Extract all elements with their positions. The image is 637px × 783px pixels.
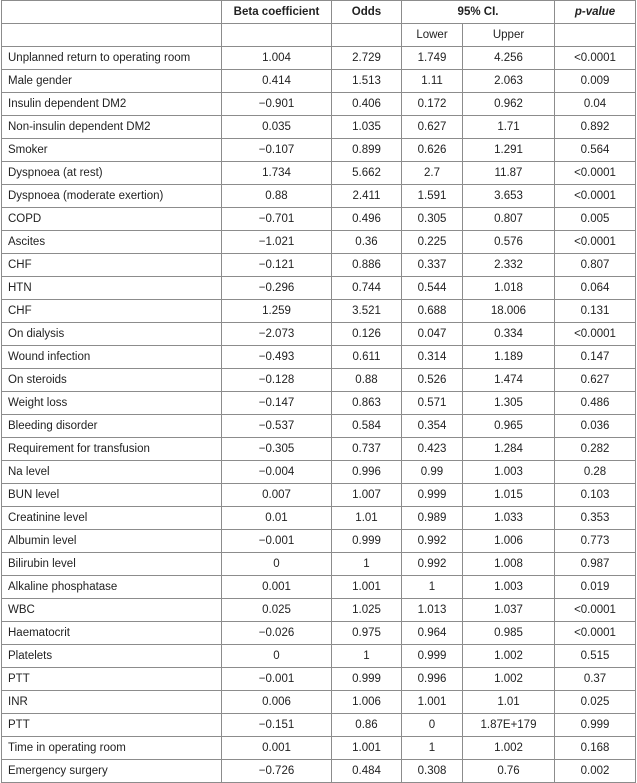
cell-variable: Smoker [2, 139, 222, 162]
cell-ci-upper: 0.985 [463, 622, 555, 645]
cell-ci-upper: 1.002 [463, 737, 555, 760]
cell-pvalue: <0.0001 [555, 599, 636, 622]
subheader-empty [332, 24, 402, 47]
cell-ci-upper: 1.033 [463, 507, 555, 530]
table-row [2, 415, 636, 438]
table-row [2, 599, 636, 622]
cell-pvalue: 0.987 [555, 553, 636, 576]
cell-ci-upper: 2.332 [463, 254, 555, 277]
cell-ci-lower: 0.964 [402, 622, 463, 645]
cell-beta: −0.001 [222, 530, 332, 553]
cell-ci-upper: 0.807 [463, 208, 555, 231]
cell-ci-lower: 2.7 [402, 162, 463, 185]
cell-pvalue: 0.103 [555, 484, 636, 507]
cell-ci-upper: 0.962 [463, 93, 555, 116]
cell-ci-lower: 0.544 [402, 277, 463, 300]
cell-pvalue: 0.036 [555, 415, 636, 438]
cell-ci-lower: 0.571 [402, 392, 463, 415]
cell-ci-upper: 4.256 [463, 47, 555, 70]
cell-beta: −0.151 [222, 714, 332, 737]
table-row [2, 737, 636, 760]
cell-beta: −0.901 [222, 93, 332, 116]
cell-variable: Bleeding disorder [2, 415, 222, 438]
cell-ci-upper: 0.76 [463, 760, 555, 783]
cell-ci-lower: 1 [402, 737, 463, 760]
cell-ci-lower: 0.047 [402, 323, 463, 346]
cell-pvalue: <0.0001 [555, 231, 636, 254]
cell-variable: Unplanned return to operating room [2, 47, 222, 70]
cell-ci-upper: 1.01 [463, 691, 555, 714]
cell-pvalue: <0.0001 [555, 185, 636, 208]
cell-odds: 0.999 [332, 530, 402, 553]
cell-odds: 0.496 [332, 208, 402, 231]
cell-ci-upper: 1.71 [463, 116, 555, 139]
cell-beta: −0.121 [222, 254, 332, 277]
table-row [2, 231, 636, 254]
cell-pvalue: 0.131 [555, 300, 636, 323]
cell-variable: Bilirubin level [2, 553, 222, 576]
table-row [2, 714, 636, 737]
cell-pvalue: 0.28 [555, 461, 636, 484]
cell-beta: 0.006 [222, 691, 332, 714]
cell-pvalue: 0.515 [555, 645, 636, 668]
cell-odds: 1.001 [332, 576, 402, 599]
cell-pvalue: 0.04 [555, 93, 636, 116]
cell-pvalue: 0.009 [555, 70, 636, 93]
cell-odds: 1.01 [332, 507, 402, 530]
cell-variable: Platelets [2, 645, 222, 668]
cell-beta: 1.734 [222, 162, 332, 185]
cell-variable: HTN [2, 277, 222, 300]
subheader-upper: Upper [463, 24, 555, 47]
cell-beta: 0.88 [222, 185, 332, 208]
cell-beta: −0.305 [222, 438, 332, 461]
cell-odds: 3.521 [332, 300, 402, 323]
header-variable [2, 1, 222, 24]
cell-variable: COPD [2, 208, 222, 231]
cell-beta: 0 [222, 553, 332, 576]
cell-odds: 0.86 [332, 714, 402, 737]
cell-ci-upper: 11.87 [463, 162, 555, 185]
cell-ci-upper: 0.334 [463, 323, 555, 346]
cell-ci-lower: 1.591 [402, 185, 463, 208]
cell-ci-upper: 1.305 [463, 392, 555, 415]
cell-odds: 1 [332, 645, 402, 668]
cell-odds: 1.001 [332, 737, 402, 760]
table-row [2, 93, 636, 116]
cell-ci-lower: 0.225 [402, 231, 463, 254]
cell-variable: On dialysis [2, 323, 222, 346]
cell-ci-lower: 0.308 [402, 760, 463, 783]
cell-ci-upper: 1.015 [463, 484, 555, 507]
cell-variable: CHF [2, 300, 222, 323]
table-body [2, 47, 636, 783]
table-row [2, 47, 636, 70]
cell-ci-lower: 0.423 [402, 438, 463, 461]
cell-ci-lower: 0.172 [402, 93, 463, 116]
cell-ci-lower: 0.99 [402, 461, 463, 484]
table-row [2, 576, 636, 599]
cell-pvalue: 0.773 [555, 530, 636, 553]
cell-ci-lower: 0 [402, 714, 463, 737]
cell-ci-upper: 1.002 [463, 645, 555, 668]
cell-beta: 0.414 [222, 70, 332, 93]
cell-ci-upper: 1.291 [463, 139, 555, 162]
cell-odds: 5.662 [332, 162, 402, 185]
cell-beta: −0.001 [222, 668, 332, 691]
cell-beta: −0.128 [222, 369, 332, 392]
cell-variable: Time in operating room [2, 737, 222, 760]
table-row [2, 116, 636, 139]
cell-pvalue: <0.0001 [555, 162, 636, 185]
cell-beta: −0.026 [222, 622, 332, 645]
cell-odds: 0.744 [332, 277, 402, 300]
cell-beta: −0.701 [222, 208, 332, 231]
header-ci: 95% CI. [402, 1, 555, 24]
cell-odds: 2.729 [332, 47, 402, 70]
table-row [2, 645, 636, 668]
cell-variable: Dyspnoea (moderate exertion) [2, 185, 222, 208]
cell-beta: 0.001 [222, 576, 332, 599]
cell-odds: 1.007 [332, 484, 402, 507]
cell-beta: −0.537 [222, 415, 332, 438]
subheader-row [2, 24, 636, 47]
cell-beta: −0.147 [222, 392, 332, 415]
cell-pvalue: 0.37 [555, 668, 636, 691]
table-row [2, 254, 636, 277]
subheader-lower: Lower [402, 24, 463, 47]
cell-ci-lower: 0.999 [402, 484, 463, 507]
cell-beta: −0.296 [222, 277, 332, 300]
cell-pvalue: 0.282 [555, 438, 636, 461]
cell-beta: 1.004 [222, 47, 332, 70]
cell-odds: 0.88 [332, 369, 402, 392]
cell-beta: 1.259 [222, 300, 332, 323]
header-row [2, 1, 636, 24]
cell-ci-lower: 0.989 [402, 507, 463, 530]
cell-beta: −0.493 [222, 346, 332, 369]
cell-ci-lower: 0.999 [402, 645, 463, 668]
cell-ci-lower: 1.001 [402, 691, 463, 714]
subheader-empty [2, 24, 222, 47]
table-row [2, 208, 636, 231]
cell-ci-upper: 1.003 [463, 461, 555, 484]
table-row [2, 438, 636, 461]
cell-ci-lower: 0.688 [402, 300, 463, 323]
cell-pvalue: 0.627 [555, 369, 636, 392]
cell-variable: Albumin level [2, 530, 222, 553]
cell-pvalue: <0.0001 [555, 323, 636, 346]
cell-beta: 0.01 [222, 507, 332, 530]
cell-ci-lower: 0.992 [402, 553, 463, 576]
cell-variable: Na level [2, 461, 222, 484]
cell-ci-lower: 0.305 [402, 208, 463, 231]
table-row [2, 300, 636, 323]
cell-odds: 0.996 [332, 461, 402, 484]
cell-ci-upper: 1.284 [463, 438, 555, 461]
cell-pvalue: 0.005 [555, 208, 636, 231]
cell-beta: 0.007 [222, 484, 332, 507]
cell-odds: 0.999 [332, 668, 402, 691]
cell-odds: 0.36 [332, 231, 402, 254]
table-row [2, 139, 636, 162]
cell-variable: Non-insulin dependent DM2 [2, 116, 222, 139]
cell-pvalue: <0.0001 [555, 47, 636, 70]
cell-pvalue: 0.147 [555, 346, 636, 369]
cell-odds: 1.006 [332, 691, 402, 714]
table-row [2, 346, 636, 369]
cell-pvalue: <0.0001 [555, 622, 636, 645]
cell-pvalue: 0.486 [555, 392, 636, 415]
table-row [2, 530, 636, 553]
cell-ci-lower: 0.626 [402, 139, 463, 162]
table-row [2, 392, 636, 415]
cell-ci-upper: 2.063 [463, 70, 555, 93]
cell-pvalue: 0.168 [555, 737, 636, 760]
cell-ci-upper: 1.037 [463, 599, 555, 622]
cell-pvalue: 0.807 [555, 254, 636, 277]
table-row [2, 70, 636, 93]
cell-variable: Wound infection [2, 346, 222, 369]
cell-ci-upper: 1.018 [463, 277, 555, 300]
header-beta: Beta coefficient [222, 1, 332, 24]
cell-variable: Insulin dependent DM2 [2, 93, 222, 116]
cell-ci-lower: 0.314 [402, 346, 463, 369]
table-row [2, 484, 636, 507]
cell-beta: 0.035 [222, 116, 332, 139]
cell-ci-lower: 0.992 [402, 530, 463, 553]
cell-ci-upper: 3.653 [463, 185, 555, 208]
cell-beta: −0.004 [222, 461, 332, 484]
cell-ci-upper: 1.87E+179 [463, 714, 555, 737]
cell-ci-upper: 1.002 [463, 668, 555, 691]
cell-ci-lower: 1.013 [402, 599, 463, 622]
cell-ci-upper: 1.003 [463, 576, 555, 599]
cell-odds: 2.411 [332, 185, 402, 208]
cell-ci-lower: 0.337 [402, 254, 463, 277]
cell-pvalue: 0.564 [555, 139, 636, 162]
cell-variable: PTT [2, 668, 222, 691]
cell-pvalue: 0.999 [555, 714, 636, 737]
regression-table [1, 0, 636, 783]
cell-variable: PTT [2, 714, 222, 737]
cell-ci-upper: 1.008 [463, 553, 555, 576]
cell-odds: 0.886 [332, 254, 402, 277]
cell-beta: 0.025 [222, 599, 332, 622]
cell-beta: −0.726 [222, 760, 332, 783]
table-row [2, 185, 636, 208]
cell-ci-upper: 0.965 [463, 415, 555, 438]
subheader-empty [555, 24, 636, 47]
cell-variable: BUN level [2, 484, 222, 507]
cell-variable: Creatinine level [2, 507, 222, 530]
cell-ci-lower: 1.749 [402, 47, 463, 70]
cell-variable: INR [2, 691, 222, 714]
table-row [2, 668, 636, 691]
cell-ci-lower: 0.627 [402, 116, 463, 139]
cell-variable: Ascites [2, 231, 222, 254]
header-odds: Odds [332, 1, 402, 24]
cell-ci-upper: 18.006 [463, 300, 555, 323]
cell-variable: Weight loss [2, 392, 222, 415]
cell-ci-lower: 0.526 [402, 369, 463, 392]
table-row [2, 507, 636, 530]
table-row [2, 622, 636, 645]
cell-ci-upper: 1.189 [463, 346, 555, 369]
cell-beta: 0.001 [222, 737, 332, 760]
cell-beta: −1.021 [222, 231, 332, 254]
cell-variable: On steroids [2, 369, 222, 392]
table-row [2, 277, 636, 300]
cell-ci-lower: 1.11 [402, 70, 463, 93]
cell-variable: Requirement for transfusion [2, 438, 222, 461]
subheader-empty [222, 24, 332, 47]
cell-ci-upper: 0.576 [463, 231, 555, 254]
cell-odds: 0.126 [332, 323, 402, 346]
cell-odds: 0.863 [332, 392, 402, 415]
cell-pvalue: 0.025 [555, 691, 636, 714]
cell-beta: −2.073 [222, 323, 332, 346]
cell-odds: 1 [332, 553, 402, 576]
cell-ci-upper: 1.474 [463, 369, 555, 392]
cell-variable: Dyspnoea (at rest) [2, 162, 222, 185]
cell-variable: WBC [2, 599, 222, 622]
cell-pvalue: 0.002 [555, 760, 636, 783]
table-row [2, 323, 636, 346]
cell-odds: 0.484 [332, 760, 402, 783]
cell-variable: Male gender [2, 70, 222, 93]
cell-odds: 1.025 [332, 599, 402, 622]
cell-pvalue: 0.892 [555, 116, 636, 139]
cell-odds: 1.513 [332, 70, 402, 93]
cell-pvalue: 0.353 [555, 507, 636, 530]
table-row [2, 369, 636, 392]
table-row [2, 553, 636, 576]
cell-odds: 0.975 [332, 622, 402, 645]
cell-odds: 0.737 [332, 438, 402, 461]
cell-odds: 0.406 [332, 93, 402, 116]
header-pvalue: p-value [555, 1, 636, 24]
cell-variable: CHF [2, 254, 222, 277]
cell-odds: 0.584 [332, 415, 402, 438]
cell-variable: Haematocrit [2, 622, 222, 645]
table-row [2, 760, 636, 783]
table-row [2, 162, 636, 185]
cell-ci-lower: 0.996 [402, 668, 463, 691]
cell-odds: 0.899 [332, 139, 402, 162]
cell-ci-lower: 0.354 [402, 415, 463, 438]
cell-pvalue: 0.064 [555, 277, 636, 300]
cell-ci-lower: 1 [402, 576, 463, 599]
table-row [2, 691, 636, 714]
cell-beta: −0.107 [222, 139, 332, 162]
cell-pvalue: 0.019 [555, 576, 636, 599]
cell-beta: 0 [222, 645, 332, 668]
cell-odds: 1.035 [332, 116, 402, 139]
cell-odds: 0.611 [332, 346, 402, 369]
cell-variable: Alkaline phosphatase [2, 576, 222, 599]
table-row [2, 461, 636, 484]
cell-variable: Emergency surgery [2, 760, 222, 783]
cell-ci-upper: 1.006 [463, 530, 555, 553]
